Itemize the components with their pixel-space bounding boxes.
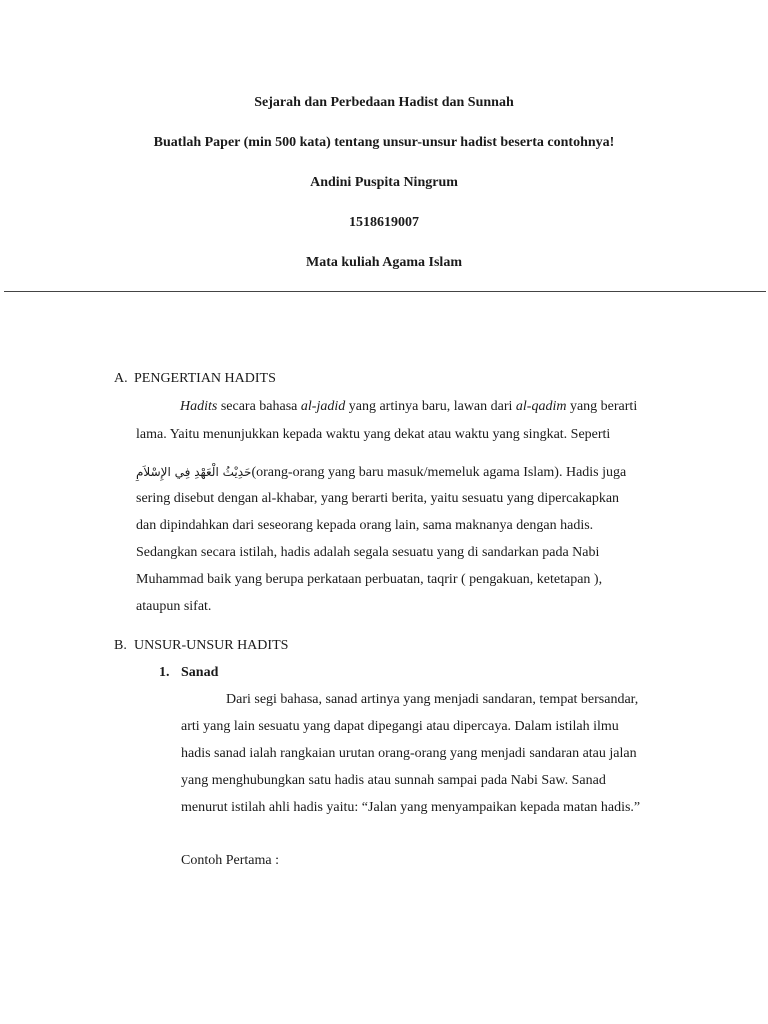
- example-label: Contoh Pertama :: [181, 853, 279, 868]
- course-name: Mata kuliah Agama Islam: [306, 255, 462, 270]
- term-hadits: Hadits: [180, 399, 218, 414]
- subsection-number: 1.: [159, 665, 170, 680]
- section-a-line-6: Sedangkan secara istilah, hadis adalah segala sesuatu yang di sandarkan pada Nabi: [136, 545, 600, 560]
- term-al-jadid: al-jadid: [300, 399, 346, 414]
- section-a-letter: A.: [114, 371, 128, 386]
- section-a-line-5: dan dipindahkan dari seseorang kepada orang lain, sama maknanya dengan hadis.: [136, 518, 594, 533]
- section-a-line-4: sering disebut dengan al-khabar, yang berarti berita, yaitu sesuatu yang dipercakapkan: [136, 491, 620, 506]
- section-b-heading: [114, 638, 288, 654]
- sanad-line-5: menurut istilah ahli hadis yaitu: “Jalan yang menyampaikan kepada matan hadis.”: [181, 800, 641, 815]
- sanad-line-4: yang menghubungkan satu hadis atau sunnah sampai pada Nabi Saw. Sanad: [181, 773, 606, 788]
- header-divider: [4, 291, 766, 292]
- subsection-title: Sanad: [181, 665, 219, 680]
- term-al-qadim: al-qadim: [515, 399, 567, 414]
- subsection-sanad-heading: [159, 665, 218, 681]
- sanad-line-2: arti yang lain sesuatu yang dapat dipegangi atau dipercaya. Dalam istilah ilmu: [181, 719, 619, 734]
- section-a-line-3: حَدِيْثُ الْعَهْدِ فِي الإِسْلاَمِ(orang-orang yang baru masuk/memeluk agama Islam). Hadis juga: [136, 465, 627, 480]
- section-a-heading: [114, 371, 276, 387]
- section-a-title: PENGERTIAN HADITS: [134, 371, 276, 386]
- author-name: Andini Puspita Ningrum: [310, 175, 458, 190]
- document-title: Sejarah dan Perbedaan Hadist dan Sunnah: [254, 95, 514, 110]
- section-a-line-7: Muhammad baik yang berupa perkataan perbuatan, taqrir ( pengakuan, ketetapan ),: [136, 572, 603, 587]
- section-a-line-8: ataupun sifat.: [136, 599, 212, 614]
- section-a-line-2: lama. Yaitu menunjukkan kepada waktu yang dekat atau waktu yang singkat. Seperti: [136, 427, 611, 442]
- sanad-line-1: Dari segi bahasa, sanad artinya yang menjadi sandaran, tempat bersandar,: [226, 692, 639, 707]
- sanad-line-3: hadis sanad ialah rangkaian urutan orang-orang yang menjadi sandaran atau jalan: [181, 746, 637, 761]
- section-b-letter: B.: [114, 638, 127, 653]
- section-a-line-1: Hadits secara bahasa al-jadid yang artinya baru, lawan dari al-qadim yang berarti: [180, 399, 638, 414]
- student-id: 1518619007: [349, 215, 419, 230]
- assignment-prompt: Buatlah Paper (min 500 kata) tentang unsur-unsur hadist beserta contohnya!: [153, 135, 615, 150]
- arabic-phrase: حَدِيْثُ الْعَهْدِ فِي الإِسْلاَمِ: [136, 465, 252, 479]
- section-b-title: UNSUR-UNSUR HADITS: [134, 638, 289, 653]
